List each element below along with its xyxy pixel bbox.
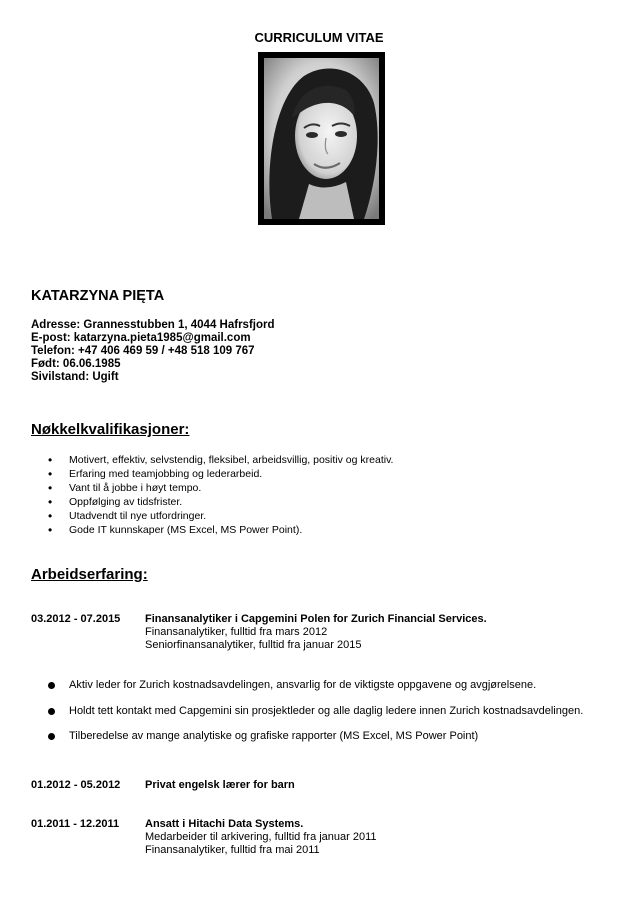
list-item: • Erfaring med teamjobbing og lederarbeid. bbox=[31, 467, 393, 481]
job-date: 01.2011 - 12.2011 bbox=[31, 818, 120, 830]
list-item: • Vant til å jobbe i høyt tempo. bbox=[31, 481, 393, 495]
contact-address: Adresse: Grannesstubben 1, 4044 Hafrsfjord bbox=[31, 319, 275, 331]
contact-marital-status: Sivilstand: Ugift bbox=[31, 371, 119, 383]
profile-photo-frame bbox=[258, 52, 385, 225]
job-detail: Seniorfinansanalytiker, fulltid fra januar 2015 bbox=[145, 639, 362, 651]
qualifications-heading: Nøkkelkvalifikasjoner: bbox=[31, 421, 190, 438]
bullet-icon bbox=[48, 733, 55, 740]
bullet-icon bbox=[48, 682, 55, 689]
contact-block bbox=[31, 319, 275, 384]
duty-text: Aktiv leder for Zurich kostnadsavdelingen, ansvarlig for de viktigste oppgavene og avgjørelsene. bbox=[69, 679, 537, 691]
profile-photo bbox=[264, 58, 379, 219]
job-title: Finansanalytiker i Capgemini Polen for Zurich Financial Services. bbox=[145, 613, 487, 625]
list-item: • Motivert, effektiv, selvstendig, fleksibel, arbeidsvillig, positiv og kreativ. bbox=[31, 453, 393, 467]
job-detail: Medarbeider til arkivering, fulltid fra januar 2011 bbox=[145, 831, 377, 843]
cv-title: CURRICULUM VITAE bbox=[254, 30, 384, 45]
job-title: Privat engelsk lærer for barn bbox=[145, 779, 295, 791]
qualifications-list bbox=[31, 453, 393, 537]
list-item: • Oppfølging av tidsfrister. bbox=[31, 495, 393, 509]
job-title: Ansatt i Hitachi Data Systems. bbox=[145, 818, 304, 830]
duty-text: Tilberedelse av mange analytiske og grafiske rapporter (MS Excel, MS Power Point) bbox=[69, 730, 479, 742]
bullet-icon bbox=[48, 708, 55, 715]
duty-text: Holdt tett kontakt med Capgemini sin prosjektleder og alle daglig ledere innen Zurich kostnadsavdelingen. bbox=[69, 705, 584, 717]
contact-phone: Telefon: +47 406 469 59 / +48 518 109 767 bbox=[31, 345, 255, 357]
job-detail: Finansanalytiker, fulltid fra mai 2011 bbox=[145, 844, 320, 856]
list-item: • Gode IT kunnskaper (MS Excel, MS Power Point). bbox=[31, 523, 393, 537]
contact-email: E-post: katarzyna.pieta1985@gmail.com bbox=[31, 332, 251, 344]
job-date: 01.2012 - 05.2012 bbox=[31, 779, 121, 791]
contact-birthdate: Født: 06.06.1985 bbox=[31, 358, 121, 370]
job-date: 03.2012 - 07.2015 bbox=[31, 613, 121, 625]
experience-heading: Arbeidserfaring: bbox=[31, 566, 148, 583]
list-item: • Utadvendt til nye utfordringer. bbox=[31, 509, 393, 523]
person-name: KATARZYNA PIĘTA bbox=[31, 288, 165, 304]
job-detail: Finansanalytiker, fulltid fra mars 2012 bbox=[145, 626, 328, 638]
